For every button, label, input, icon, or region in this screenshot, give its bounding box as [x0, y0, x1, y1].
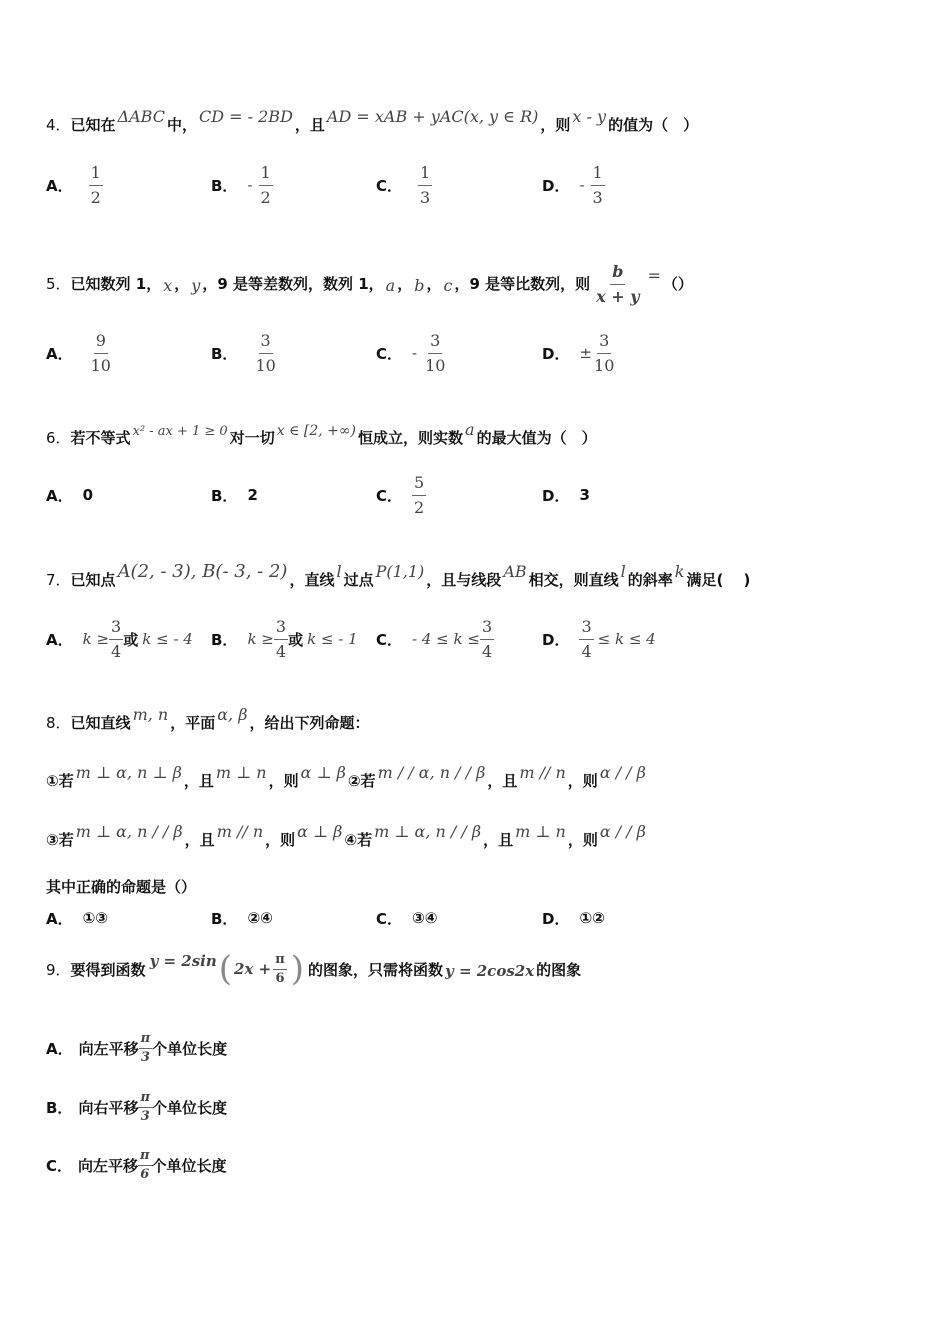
- option-a[interactable]: A． ①③: [46, 909, 109, 928]
- question-5: 5．已知数列 1， x ， y ，9 是等差数列，数列 1， a ， b ， c ，9 是等比数列，则 $\frac{b}{x + y}$ = （）: [46, 262, 693, 306]
- question-8: 8．已知直线 m, n ，平面 α, β ，给出下列命题：: [46, 705, 370, 732]
- option-d[interactable]: D． - $\frac{1}{3}$: [542, 162, 603, 207]
- option-a[interactable]: A． $\frac{1}{2}$: [46, 162, 101, 207]
- q8-options: [46, 893, 906, 943]
- option-b[interactable]: B． 向右平移 $\frac{\pi}{3}$ 个单位长度: [46, 1089, 227, 1124]
- question-number: 4．: [46, 116, 71, 134]
- option-b[interactable]: B． k ≥ $\frac{3}{4}$ 或 k ≤ - 1: [211, 616, 358, 661]
- question-6: 6．若不等式 x² - ax + 1 ≥ 0 对一切 x ∈ [2, +∞) 恒成立，则实数 a 的最大值为（ ）: [46, 420, 597, 447]
- q8-ask: 其中正确的命题是（）: [46, 878, 197, 896]
- option-d[interactable]: D． 3: [542, 486, 590, 505]
- option-b[interactable]: B． - $\frac{1}{2}$: [211, 162, 271, 207]
- option-c[interactable]: C． ③④: [376, 909, 438, 928]
- option-c[interactable]: C． $\frac{5}{2}$: [376, 472, 425, 517]
- question-9: 9． 要得到函数 y = 2sin ( 2x + $\frac{\pi}{6}$ ) 的图象，只需将函数 y = 2cos2x 的图象: [46, 949, 582, 989]
- option-c[interactable]: C． 向左平移 $\frac{\pi}{6}$ 个单位长度: [46, 1147, 227, 1182]
- fraction: $\frac{b}{x + y}$: [596, 262, 640, 306]
- math: ΔABC: [117, 107, 165, 126]
- option-c[interactable]: C． $\frac{1}{3}$: [376, 162, 431, 207]
- question-4: 4．已知在 ΔABC 中， CD = - 2BD ，且 AD = xAB + yAC(x, y ∈ R) ，则 x - y 的值为（ ）: [46, 107, 699, 134]
- math: CD = - 2BD: [198, 107, 293, 126]
- propositions-3-4: ③若 m ⊥ α, n / / β ，且 m // n ，则 α ⊥ β ④若 m ⊥ α, n / / β ，且 m ⊥ n ，则 α / / β: [46, 822, 646, 849]
- option-b[interactable]: B． 2: [211, 486, 258, 505]
- q4-options: [46, 160, 906, 210]
- q6-options: [46, 470, 906, 520]
- math: x - y: [572, 107, 607, 126]
- option-b[interactable]: B． ②④: [211, 909, 273, 928]
- option-c[interactable]: C． - 4 ≤ k ≤ $\frac{3}{4}$: [376, 616, 493, 661]
- question-7: 7．已知点 A(2, - 3), B(- 3, - 2) ，直线 l 过点 P(1,1) ，且与线段 AB 相交，则直线 l 的斜率 k 满足( ): [46, 561, 751, 589]
- option-a[interactable]: A． $\frac{9}{10}$: [46, 330, 111, 375]
- option-d[interactable]: D． $\frac{3}{4}$ ≤ k ≤ 4: [542, 616, 656, 661]
- q7-options: [46, 614, 906, 664]
- option-a[interactable]: A． 0: [46, 486, 94, 505]
- option-d[interactable]: D． ①②: [542, 909, 605, 928]
- option-d[interactable]: D． ± $\frac{3}{10}$: [542, 330, 615, 375]
- option-a[interactable]: A． k ≥ $\frac{3}{4}$ 或 k ≤ - 4: [46, 616, 193, 661]
- option-a[interactable]: A． 向左平移 $\frac{\pi}{3}$ 个单位长度: [46, 1030, 228, 1065]
- option-c[interactable]: C． - $\frac{3}{10}$: [376, 330, 446, 375]
- option-b[interactable]: B． $\frac{3}{10}$: [211, 330, 276, 375]
- q5-options: [46, 328, 906, 378]
- math: AD = xAB + yAC(x, y ∈ R): [326, 107, 539, 126]
- propositions-1-2: ①若 m ⊥ α, n ⊥ β ，且 m ⊥ n ，则 α ⊥ β ②若 m / / α, n / / β ，且 m // n ，则 α / / β: [46, 763, 646, 790]
